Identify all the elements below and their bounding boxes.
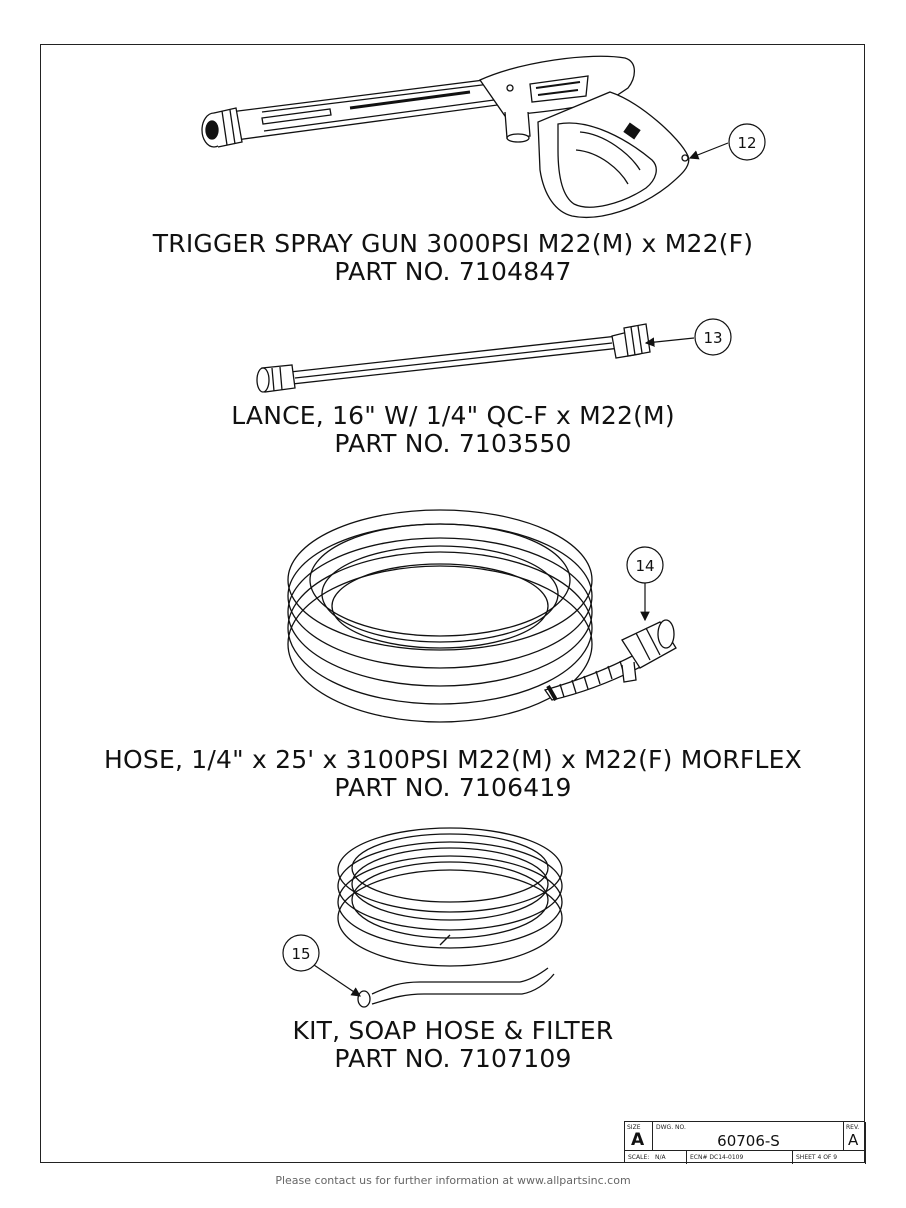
- part-caption-hose: [0, 746, 906, 802]
- ecn-cell: ECN# DC14-0109: [687, 1151, 793, 1164]
- part-title: LANCE, 16" W/ 1/4" QC-F x M22(M): [231, 401, 675, 430]
- lance-drawing: [257, 324, 650, 392]
- part-caption-trigger-gun: [0, 230, 906, 286]
- svg-text:13: 13: [703, 329, 723, 347]
- callout-14: [627, 547, 663, 620]
- part-number: PART NO. 7106419: [334, 773, 572, 802]
- part-number: PART NO. 7103550: [334, 429, 572, 458]
- scale-cell: SCALE: N/A: [625, 1151, 687, 1164]
- size-value: A: [631, 1130, 645, 1150]
- svg-text:15: 15: [291, 945, 311, 963]
- part-title: HOSE, 1/4" x 25' x 3100PSI M22(M) x M22(F) MORFLEX: [104, 745, 802, 774]
- part-caption-soap-kit: [0, 1017, 906, 1073]
- svg-text:14: 14: [635, 557, 655, 575]
- part-caption-lance: [0, 402, 906, 458]
- sheet-cell: SHEET 4 OF 9: [793, 1151, 866, 1164]
- part-number: PART NO. 7107109: [334, 1044, 572, 1073]
- part-title: KIT, SOAP HOSE & FILTER: [292, 1016, 614, 1045]
- title-block: [624, 1121, 865, 1163]
- hose-coil-drawing: [288, 510, 676, 722]
- rev-cell: REV. A: [844, 1122, 866, 1151]
- size-cell: SIZE A: [625, 1122, 653, 1151]
- scale-value: N/A: [655, 1154, 666, 1161]
- dwg-no-cell: DWG. NO. 60706-S: [653, 1122, 844, 1151]
- callout-15: [283, 935, 360, 996]
- part-number: PART NO. 7104847: [334, 257, 572, 286]
- revision-value: A: [848, 1131, 859, 1149]
- callout-13: [646, 319, 731, 355]
- part-title: TRIGGER SPRAY GUN 3000PSI M22(M) x M22(F): [152, 229, 754, 258]
- contact-footer: Please contact us for further information at www.allpartsinc.com: [275, 1174, 631, 1187]
- soap-hose-drawing: [338, 828, 562, 1007]
- callout-12: [690, 124, 765, 160]
- svg-text:12: 12: [737, 134, 757, 152]
- trigger-spray-gun-drawing: [202, 56, 689, 217]
- drawing-number: 60706-S: [717, 1132, 780, 1150]
